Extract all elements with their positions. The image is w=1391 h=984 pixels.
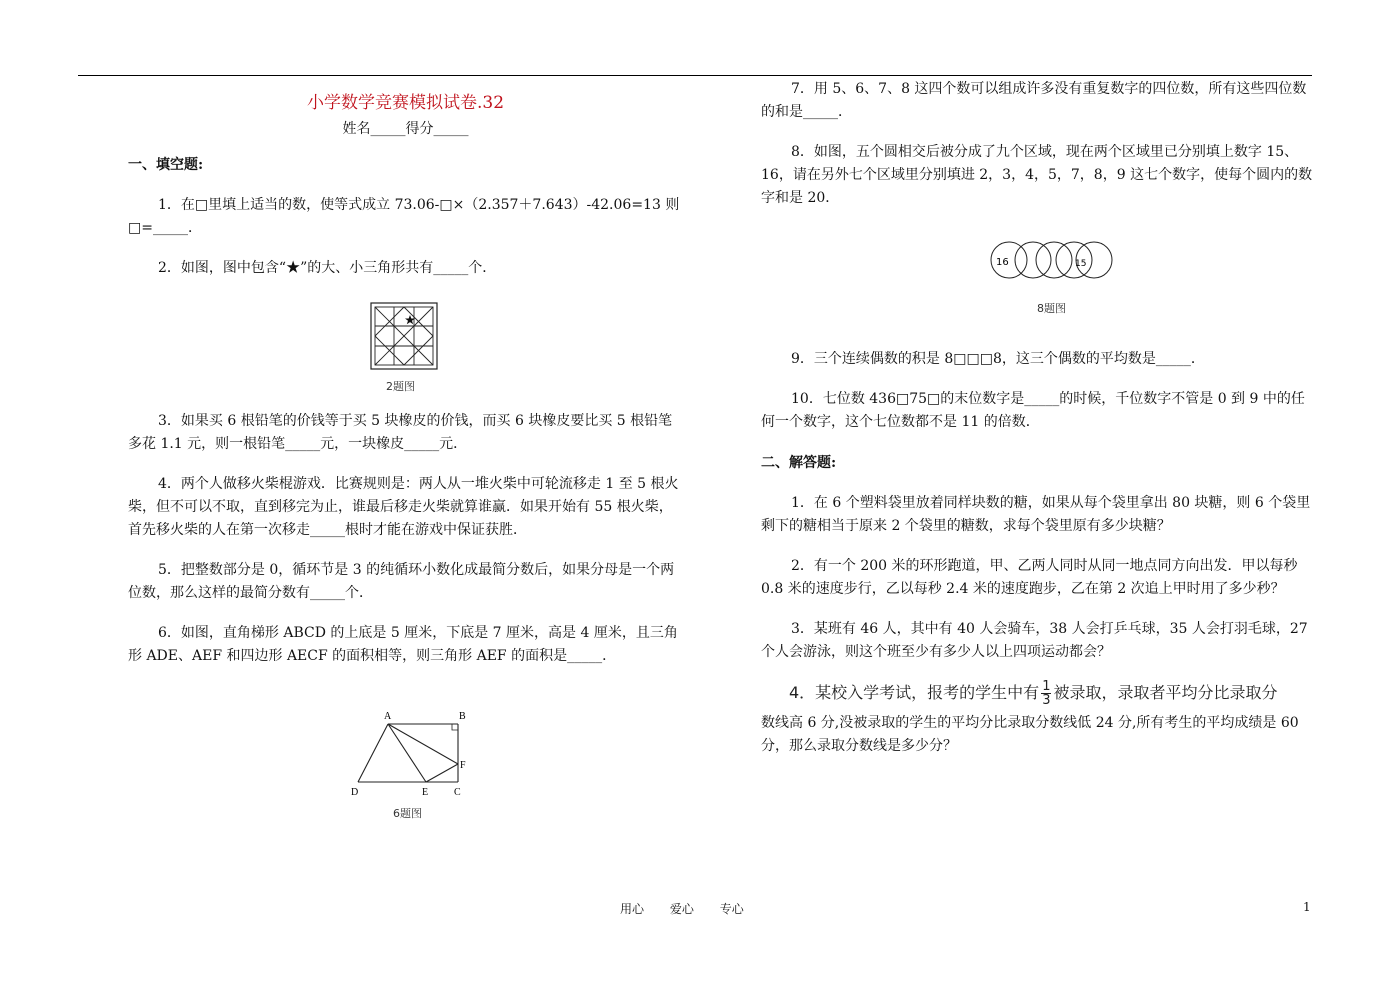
page-title: 小学数学竞赛模拟试卷.32 [306, 93, 505, 113]
answer-4-part2: 被录取，录取者平均分比录取分 [1053, 683, 1278, 702]
question-4: 4．两个人做移火柴棍游戏．比赛规则是：两人从一堆火柴中可轮流移走 1 至 5 根火柴，但不可以不取，直到移完为止，谁最后移走火柴就算谁赢．如果开始有 55 根火柴，首先移火柴的人在第一次移走_____根时才能在游戏中保证获胜． [128, 476, 679, 538]
label-d: D [351, 787, 359, 798]
question-10: 10．七位数 436□75□的末位数字是_____的时候，千位数字不管是 0 到 9 中的任何一个数字，这个七位数都不是 11 的倍数． [761, 391, 1305, 430]
figure-8 [761, 210, 1317, 332]
five-circles-figure [989, 235, 1115, 285]
page-number: 1 [1303, 900, 1311, 914]
circle-label-16: 16 [996, 257, 1009, 268]
footer-word-1: 用心 [620, 902, 645, 916]
left-column [128, 88, 683, 818]
figure-2 [128, 280, 683, 410]
question-1: 1．在□里填上适当的数，使等式成立 73.06-□×（2.357＋7.643）-42.06=13 则□=_____． [128, 197, 680, 236]
figure-6-caption: 6题图 [393, 807, 422, 820]
label-c: C [454, 787, 461, 798]
answer-question-4-line2: 数线高 6 分,没被录取的学生的平均分比录取分数线低 24 分,所有考生的平均成绩是 60 分，那么录取分数线是多少分？ [761, 715, 1299, 754]
section-heading-fill: 一、填空题: [128, 157, 204, 173]
fraction-one-third: $\frac{1}{3}$ [1042, 679, 1051, 708]
figure-2-caption: 2题图 [386, 380, 415, 393]
section-heading-answer: 二、解答题: [761, 455, 837, 471]
question-9: 9．三个连续偶数的积是 8□□□8，这三个偶数的平均数是_____． [791, 351, 1205, 367]
question-5: 5．把整数部分是 0，循环节是 3 的纯循环小数化成最简分数后，如果分母是一个两位数，那么这样的最简分数有_____个． [128, 562, 675, 601]
footer-slogan [620, 900, 766, 917]
grid-triangles-figure [369, 301, 439, 371]
label-f: F [460, 760, 466, 771]
answer-question-3: 3．某班有 46 人，其中有 40 人会骑车，38 人会打乒乓球，35 人会打羽毛球，27 个人会游泳，则这个班至少有多少人以上四项运动都会？ [761, 621, 1308, 660]
right-column [761, 78, 1317, 758]
header-rule [78, 75, 1312, 76]
footer-word-3: 专心 [719, 902, 744, 916]
label-e: E [422, 787, 429, 798]
answer-4-part1: 4．某校入学考试，报考的学生中有 [789, 683, 1040, 702]
footer-word-2: 爱心 [669, 902, 694, 916]
trapezoid-figure [350, 708, 472, 800]
answer-question-1: 1．在 6 个塑料袋里放着同样块数的糖，如果从每个袋里拿出 80 块糖，则 6 个袋里剩下的糖相当于原来 2 个袋里的糖数，求每个袋里原有多少块糖？ [761, 495, 1311, 534]
question-3: 3．如果买 6 根铅笔的价钱等于买 5 块橡皮的价钱，而买 6 块橡皮要比买 5 根铅笔多花 1.1 元，则一根铅笔_____元，一块橡皮_____元． [128, 413, 673, 452]
circle-label-15: 15 [1075, 259, 1087, 269]
question-2: 2．如图，图中包含“★”的大、小三角形共有_____个． [158, 260, 497, 276]
label-a: A [384, 711, 392, 722]
figure-6 [128, 668, 683, 818]
name-score-line: 姓名_____得分_____ [342, 121, 469, 137]
question-6: 6．如图，直角梯形 ABCD 的上底是 5 厘米，下底是 7 厘米，高是 4 厘米，且三角形 ADE、AEF 和四边形 AECF 的面积相等，则三角形 AEF 的面积是_____． [128, 625, 678, 664]
answer-question-4-line1 [761, 678, 1317, 708]
figure-8-caption: 8题图 [1037, 302, 1066, 315]
label-b: B [459, 711, 466, 722]
question-7: 7．用 5、6、7、8 这四个数可以组成许多没有重复数字的四位数，所有这些四位数的和是_____． [761, 81, 1307, 120]
answer-question-2: 2．有一个 200 米的环形跑道，甲、乙两人同时从同一地点同方向出发．甲以每秒 0.8 米的速度步行，乙以每秒 2.4 米的速度跑步，乙在第 2 次追上甲时用了多少秒？ [761, 558, 1298, 597]
question-8: 8．如图，五个圆相交后被分成了九个区域，现在两个区域里已分别填上数字 15、16，请在另外七个区域里分别填进 2，3，4，5，7，8，9 这七个数字，使每个圆内的数字和是 20． [761, 144, 1313, 206]
